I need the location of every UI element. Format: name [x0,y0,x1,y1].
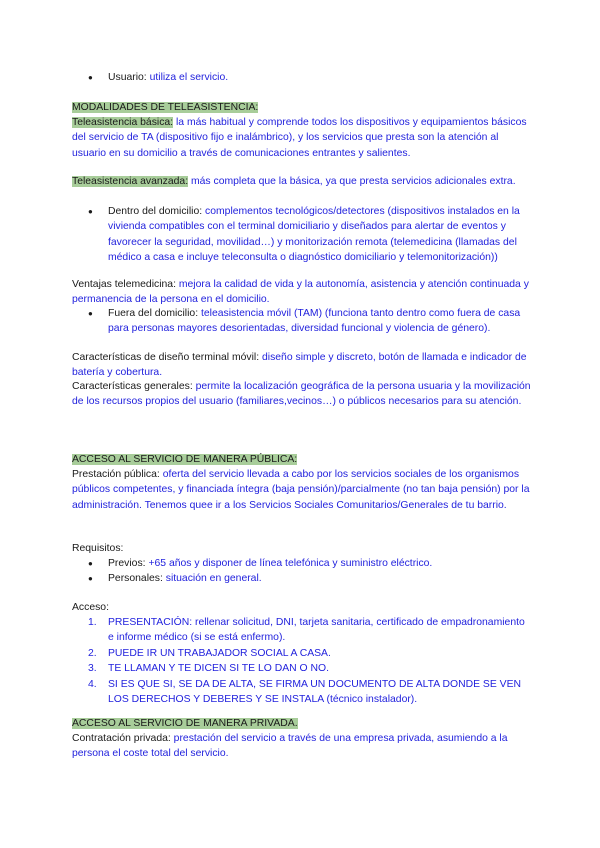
step-number: 3. [88,663,97,675]
previos-text: +65 años y disponer de línea telefónica y suministro eléctrico. [148,558,433,569]
privada-heading-line [72,716,532,731]
list-item [80,70,530,85]
generales-label: Características generales: [72,381,193,392]
list-item [80,615,530,646]
avanzada-paragraph [72,174,532,189]
ventajas-text: mejora la calidad de vida y la autonomía, asistencia y atención continuada y permanencia de la persona en el domicilio. [72,279,529,306]
privada-heading: ACCESO AL SERVICIO DE MANERA PRIVADA. [72,718,298,729]
step-number: 2. [88,647,97,659]
contratacion-text: prestación del servicio a través de una empresa privada, asumiendo a la persona el coste total del servicio. [72,733,508,760]
dentro-text: complementos tecnológicos/detectores (dispositivos instalados en la vivienda compatibles con el terminal domiciliario y diseñados para alertar de eventos y favorecer la seguridad, movilidad…) y monitorización remota (telemedicina (llamadas del médico a casa e incluye teleconsulta o diagnóstico domiciliario y telemonitorización)) [108,206,520,264]
step-text: SI ES QUE SI, SE DA DE ALTA, SE FIRMA UN DOCUMENTO DE ALTA DONDE SE VEN LOS DERECHOS Y DEBERES Y SE INSTALA (técnico instalador). [108,678,522,706]
publica-heading: ACCESO AL SERVICIO DE MANERA PÚBLICA: [72,454,298,465]
modalidades-heading-line [72,100,532,115]
list-item [80,204,530,266]
diseno-label: Características de diseño terminal móvil: [72,352,260,363]
basica-text: la más habitual y comprende todos los dispositivos y equipamientos básicos del servicio de TA (dispositivo fijo e inalámbrico), y los servicios que presta son la atención al usuario en su domicilio a través de comunicaciones entrantes y salientes. [72,117,527,159]
list-item [80,571,530,586]
publica-heading-line [72,452,532,467]
acceso-steps [80,615,530,707]
list-item [80,646,530,661]
requisitos-list [80,556,530,587]
personales-text: situación en general. [165,573,262,585]
prestacion-paragraph [72,467,532,513]
acceso-label: Acceso: [72,602,109,613]
avanzada-text: más completa que la básica, ya que presta servicios adicionales extra. [191,176,516,187]
list-item [80,677,530,708]
modalidades-heading: MODALIDADES DE TELEASISTENCIA: [72,102,259,113]
diseno-paragraph [72,350,532,381]
requisitos-label: Requisitos: [72,543,124,554]
ventajas-label: Ventajas telemedicina: [72,279,176,290]
fuera-label: Fuera del domicilio: [108,308,199,319]
step-text: TE LLAMAN Y TE DICEN SI TE LO DAN O NO. [108,663,329,675]
basica-paragraph [72,115,532,161]
usuario-label: Usuario: [108,72,147,83]
generales-text: permite la localización geográfica de la persona usuaria y la movilización de los recursos propios del usuario (familiares,vecinos…) o públicos necesarios para su atención. [72,381,531,408]
fuera-list [80,306,530,337]
list-item [80,306,530,337]
ventajas-paragraph [72,277,532,308]
diseno-text: diseño simple y discreto, botón de llamada e indicador de batería y cobertura. [72,352,527,379]
dentro-list [80,204,530,266]
step-number: 4. [88,678,97,690]
list-item [80,661,530,676]
personales-label: Personales: [108,573,163,585]
step-text: PUEDE IR UN TRABAJADOR SOCIAL A CASA. [108,647,331,659]
step-text: PRESENTACIÓN: rellenar solicitud, DNI, tarjeta sanitaria, certificado de empadronamiento e informe médico (si se está enfermo). [108,617,525,644]
list-item [80,556,530,571]
avanzada-label: Teleasistencia avanzada: [72,176,189,187]
previos-label: Previos: [108,558,146,569]
step-number: 1. [88,617,97,628]
fuera-text: teleasistencia móvil (TAM) (funciona tanto dentro como fuera de casa para personas mayores desorientadas, diversidad funcional y violencia de género). [108,308,521,335]
prestacion-label: Prestación pública: [72,469,160,480]
dentro-label: Dentro del domicilio: [108,206,203,217]
usuario-text: utiliza el servicio. [149,72,229,83]
prestacion-text: oferta del servicio llevada a cabo por los servicios sociales de los organismos públicos competentes, y financiada íntegra (baja pensión)/parcialmente (no tan baja pensión) por la administración. Tenemos quee ir a los Servicios Sociales Comunitarios/Generales de tu barrio. [72,469,530,511]
contratacion-label: Contratación privada: [72,733,171,744]
basica-label: Teleasistencia básica: [72,117,174,128]
contratacion-paragraph [72,731,532,762]
usuario-list [80,70,530,85]
generales-paragraph [72,379,532,410]
